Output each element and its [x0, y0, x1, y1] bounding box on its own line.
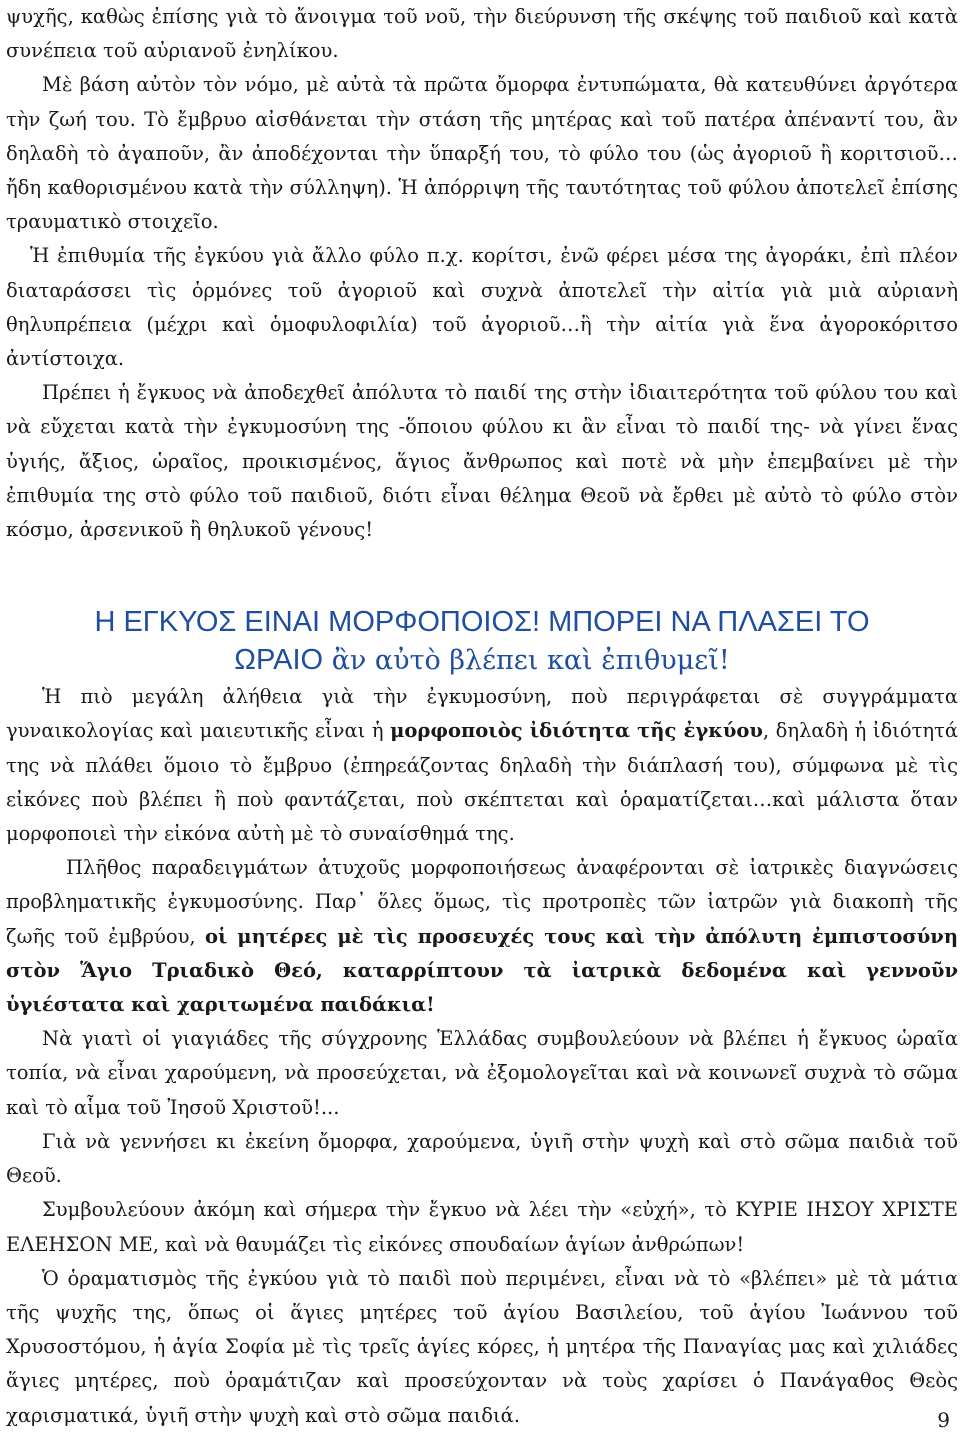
paragraph-grandmothers: Νὰ γιατὶ οἱ γιαγιάδες τῆς σύγχρονης Ἑλλάδας συμβουλεύουν νὰ βλέπει ἡ ἔγκυος ὡραῖα τοπία, νὰ εἶναι χαρούμενη, νὰ προσεύχεται, νὰ ἐξομολογεῖται καὶ νὰ κοινωνεῖ συχνὰ τὸ σῶμα καὶ τὸ αἷμα τοῦ Ἰησοῦ Χριστοῦ!...: [6, 1027, 958, 1119]
bold-phrase-mothers: οἱ μητέρες μὲ τὶς προσευχές τους καὶ τὴν ἀπόλυτη ἐμπιστοσύνη στὸν Ἅγιο Τριαδικὸ Θεό, καταρρίπτουν τὰ ἰατρικὰ δεδομένα καὶ γεννοῦν ὑγιέστατα καὶ χαριτωμένα παιδάκια!: [6, 924, 959, 1017]
paragraph-vision: Ὁ ὁραματισμὸς τῆς ἐγκύου γιὰ τὸ παιδὶ ποὺ περιμένει, εἶναι νὰ τὸ «βλέπει» μὲ τὰ μάτια τῆς ψυχῆς της, ὅπως οἱ ἅγιες μητέρες τοῦ ἁγίου Βασιλείου, τοῦ ἁγίου Ἰωάννου τοῦ Χρυσοστόμου, ἡ ἁγία Σοφία μὲ τὶς τρεῖς ἁγίες κόρες, ἡ μητέρα τῆς Παναγίας μας καὶ χιλιάδες ἅγιες μητέρες, ποὺ ὁραμάτιζαν καὶ προσεύχονταν νὰ τοὺς χαρίσει ὁ Πανάγαθος Θεὸς χαρισματικά, ὑγιῆ στὴν ψυχὴ καὶ στὸ σῶμα παιδιά.: [6, 1266, 958, 1427]
document-page: [6, 0, 958, 1433]
paragraph-law: Μὲ βάση αὐτὸν τὸν νόμο, μὲ αὐτὰ τὰ πρῶτα ὄμορφα ἐντυπώματα, θὰ κατευθύνει ἀργότερα τὴν ζωή του. Τὸ ἔμβρυο αἰσθάνεται τὴν στάση τῆς μητέρας καὶ τοῦ πατέρα ἀπέναντί του, ἂν δηλαδὴ τὸ ἀγαποῦν, ἂν ἀποδέχονται τὴν ὕπαρξή του, τὸ φύλο του (ὡς ἀγοριοῦ ἢ κοριτσιοῦ… ἤδη καθορισμένου κατὰ τὴν σύλληψη). Ἡ ἀπόρριψη τῆς ταυτότητας τοῦ φύλου ἀποτελεῖ ἐπίσης τραυματικὸ στοιχεῖο.: [6, 73, 958, 234]
paragraph-desire: Ἡ ἐπιθυμία τῆς ἐγκύου γιὰ ἄλλο φύλο π.χ. κορίτσι, ἐνῶ φέρει μέσα της ἀγοράκι, ἐπὶ πλέον διαταράσσει τὶς ὁρμόνες τοῦ ἀγοριοῦ καὶ συχνὰ ἀποτελεῖ τὴν αἰτία γιὰ μιὰ αὐριανὴ θηλυπρέπεια (μέχρι καὶ ὁμοφυλοφιλία) τοῦ ἀγοριοῦ…ἢ τὴν αἰτία γιὰ ἕνα ἀγοροκόριτσο ἀντίστοιχα.: [6, 244, 958, 371]
paragraph-examples: Πλῆθος παραδειγμάτων ἀτυχοῦς μορφοποιήσεως ἀναφέρονται σὲ ἰατρικὲς διαγνώσεις προβληματικῆς ἐγκυμοσύνης. Παρ᾽ ὅλες ὅμως, τὶς προτροπὲς τῶν ἰατρῶν γιὰ διακοπὴ τῆς ζωῆς τοῦ ἐμβρύου, οἱ μητέρες μὲ τὶς προσευχές τους καὶ τὴν ἀπόλυτη ἐμπιστοσύνη στὸν Ἅγιο Τριαδικὸ Θεό, καταρρίπτουν τὰ ἰατρικὰ δεδομένα καὶ γεννοῦν ὑγιέστατα καὶ χαριτωμένα παιδάκια!: [6, 856, 959, 1017]
heading-line-2-rest: ἂν αὐτὸ βλέπει καὶ ἐπιθυμεῖ!: [323, 645, 730, 677]
paragraph-prayer: Συμβουλεύουν ἀκόμη καὶ σήμερα τὴν ἔγκυο νὰ λέει τὴν «εὐχή», τὸ ΚΥΡΙΕ ΙΗΣΟΥ ΧΡΙΣΤΕ ΕΛΕΗΣΟΝ ΜΕ, καὶ νὰ θαυμάζει τὶς εἰκόνες σπουδαίων ἁγίων ἀνθρώπων!: [6, 1198, 958, 1256]
paragraph-children: Γιὰ νὰ γεννήσει κι ἐκείνη ὄμορφα, χαρούμενα, ὑγιῆ στὴν ψυχὴ καὶ στὸ σῶμα παιδιὰ τοῦ Θεοῦ.: [6, 1129, 958, 1188]
page-number: 9: [937, 1408, 950, 1432]
heading-line-2-caps: ΩΡΑΙΟ: [234, 644, 324, 677]
paragraph-continuation: ψυχῆς, καθὼς ἐπίσης γιὰ τὸ ἄνοιγμα τοῦ νοῦ, τὴν διεύρυνση τῆς σκέψης τοῦ παιδιοῦ καὶ κατὰ συνέπεια τοῦ αὐριανοῦ ἐνηλίκου.: [6, 5, 958, 63]
paragraph-acceptance: Πρέπει ἡ ἔγκυος νὰ ἀποδεχθεῖ ἀπόλυτα τὸ παιδί της στὴν ἰδιαιτερότητα τοῦ φύλου του καὶ νὰ εὔχεται κατὰ τὴν ἐγκυμοσύνη της -ὅποιου φύλου κι ἂν εἶναι τὸ παιδί της- νὰ γίνει ἕνας ὑγιής, ἄξιος, ὡραῖος, προικισμένος, ἅγιος ἄνθρωπος καὶ ποτὲ νὰ μὴν ἐπεμβαίνει μὲ τὴν ἐπιθυμία της στὸ φύλο τοῦ παιδιοῦ, διότι εἶναι θέλημα Θεοῦ νὰ ἔρθει μὲ αὐτὸ τὸ φύλο στὸν κόσμο, ἀρσενικοῦ ἢ θηλυκοῦ γένους!: [6, 381, 958, 542]
section-heading: [6, 603, 958, 680]
bold-phrase-shaping: μορφοποιὸς ἰδιότητα τῆς ἐγκύου: [390, 719, 763, 743]
heading-line-1: Η ΕΓΚΥΟΣ ΕΙΝΑΙ ΜΟΡΦΟΠΟΙΟΣ! ΜΠΟΡΕΙ ΝΑ ΠΛΑΣΕΙ ΤΟ: [94, 606, 870, 639]
paragraph-truth: Ἡ πιὸ μεγάλη ἀλήθεια γιὰ τὴν ἐγκυμοσύνη, ποὺ περιγράφεται σὲ συγγράμματα γυναικολογίας καὶ μαιευτικῆς εἶναι ἡ μορφοποιὸς ἰδιότητα τῆς ἐγκύου, δηλαδὴ ἡ ἰδιότητά της νὰ πλάθει ὅμοιο τὸ ἔμβρυο (ἐπηρεάζοντας δηλαδὴ τὴν διάπλασή του), σύμφωνα μὲ τὶς εἰκόνες ποὺ βλέπει ἢ ποὺ φαντάζεται, ποὺ σκέπτεται καὶ ὁραματίζεται…καὶ μάλιστα ὅταν μορφοποιεὶ τὴν εἰκόνα αὐτὴ μὲ τὸ συναίσθημά της.: [6, 685, 958, 846]
